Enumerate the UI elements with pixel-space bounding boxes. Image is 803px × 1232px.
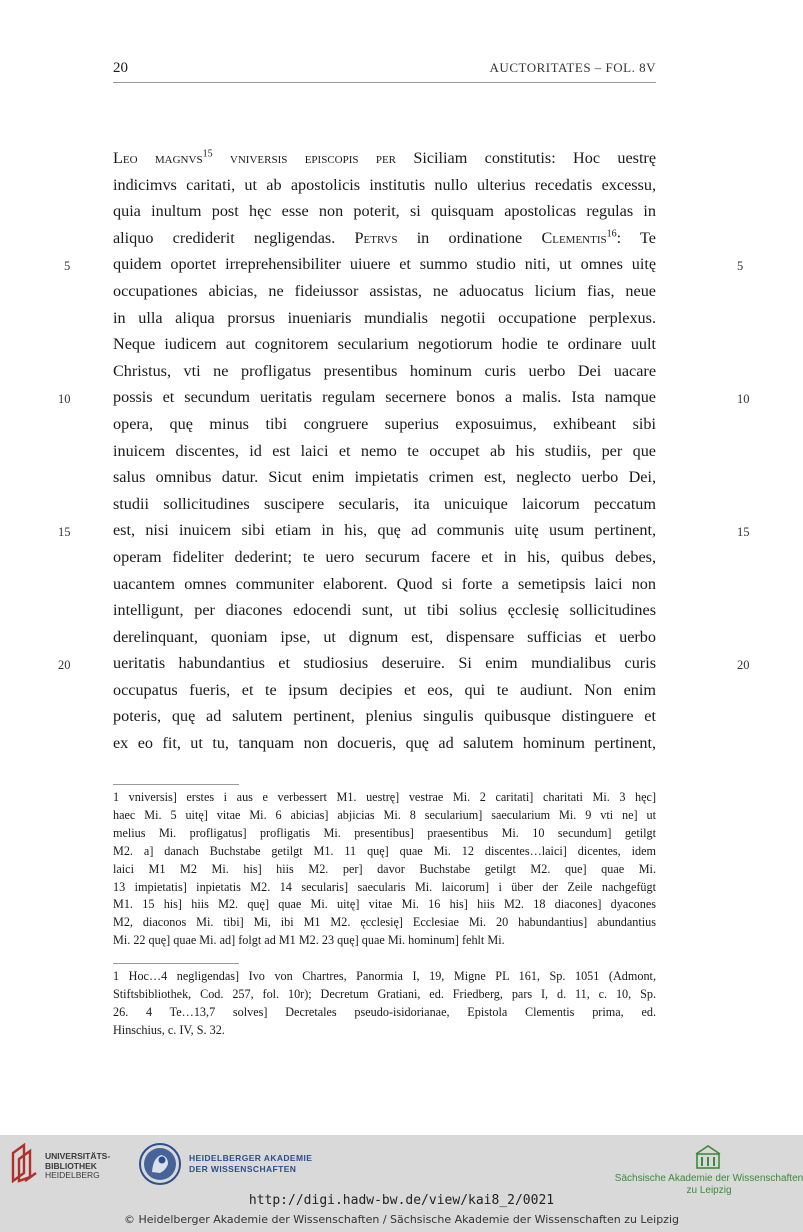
text-line: ex eo fit, ut tu, tanquam non docueris, quę ad salutem hominum pertinent, (113, 734, 656, 753)
text-line: indicimvs caritati, ut ab apostolicis institutis nullo ulterius recedatis excessu, (113, 175, 656, 194)
text-line: aliquo crediderit negligendas. Petrvs in ordinatione Clementis$^{16}$: Te (113, 228, 656, 247)
apparatus-line: M1. 15 his] hiis M2. quę] quae Mi. uitę] vitae Mi. 16 his] hiis M2. 18 diacones] dyacones (113, 897, 656, 912)
apparatus-line: 1 vniversis] erstes i aus e verbessert M1. uestrę] vestrae Mi. 2 caritati] charitati Mi. 3 hęc] (113, 790, 656, 804)
text-line: occupationes abicias, ne fideiussor assistas, ne aduocatus licium fias, neue (113, 281, 656, 300)
page-number: 20 (113, 60, 128, 76)
apparatus-line: 1 Hoc…4 negligendas] Ivo von Chartres, Panormia I, 19, Migne PL 161, Sp. 1051 (Admont, (113, 969, 656, 983)
text-line: occupatus fueris, et te ipsum decipies et eos, qui te audiunt. Non enim (113, 680, 656, 699)
apparatus-line: 26. 4 Te…13,7 solves] Decretales pseudo-isidorianae, Epistola Clementis prima, ed. (113, 1004, 656, 1019)
apparatus-line: M2, diaconos Mi. tibi] Mi, ibi M1 M2. ęcclesię] Ecclesiae Mi. 20 habundantius] abundantius (113, 915, 656, 930)
line-number-10: 10 (58, 392, 71, 406)
text-line: in ulla aliqua prorsus inueniaris mundialis negotii occupatione perplexus. (113, 308, 656, 327)
text-line: quidem oportet irreprehensibiliter uiuere et summo studio niti, ut omnes uitę (113, 255, 656, 274)
document-url-link[interactable]: http://digi.hadw-bw.de/view/kai8_2/0021 (248, 1193, 555, 1208)
text-line: salus omnibus datur. Sicut enim impietatis crimen est, neglecto uerbo Dei, (113, 468, 656, 487)
line-number-10-right: 10 (737, 392, 750, 406)
sources-separator (113, 963, 239, 964)
text-line: est, nisi inuicem sibi etiam in his, quę ad communis uitę usum pertinent, (113, 521, 656, 540)
saw-line-2: zu Leipzig (686, 1185, 732, 1196)
apparatus-line: Stiftsbibliothek, Cod. 257, fol. 10r); Decretum Gratiani, ed. Friedberg, pars I, d. 11, c. 10, Sp. (113, 986, 656, 1001)
ub-line-3: HEIDELBERG (45, 1170, 100, 1180)
text-line: derelinquant, quoniam ipse, ut dignum est, dispensare sufficias et uerbo (113, 627, 656, 646)
ub-line-2: BIBLIOTHEK (45, 1160, 97, 1171)
text-line: uacantem omnes communiter elaborent. Quod si forte a semetipsis laici non (113, 574, 656, 593)
line-number-5: 5 (64, 259, 71, 273)
line-number-5-right: 5 (737, 259, 744, 273)
text-line: opera, quę minus tibi congruere superius exposuimus, exhibeant sibi (113, 414, 656, 433)
text-line: quia inultum post hęc esse non poterit, si quisquam apostolicas regulas in (113, 202, 656, 221)
text-line: studii sollicitudines suscipere secularis, ita unicuique laicorum peccatum (113, 494, 656, 513)
running-title: AUCTORITATES – FOL. 8V (489, 60, 656, 75)
text-line: ueritatis habundantius et studiosius deseruire. Si enim mundialibus curis (113, 654, 656, 673)
apparatus-line: Mi. 22 quę] quae Mi. ad] folgt ad M1 M2. 23 quę] quae Mi. hominum] fehlt Mi. (113, 933, 505, 948)
apparatus-line: laici M1 M2 Mi. his] hiis M2. per] davor Buchstabe getilgt M2. que] quae Mi. (113, 861, 656, 876)
apparatus-separator (113, 784, 239, 785)
line-number-15: 15 (58, 525, 71, 539)
apparatus-line: Hinschius, c. IV, S. 32. (113, 1022, 225, 1037)
apparatus-line: 13 impietatis] inpietatis M2. 14 secularis] saecularis Mi. laicorum] i über der Zeile nachgefügt (113, 879, 656, 894)
university-library-name (45, 1152, 110, 1181)
main-text (113, 145, 656, 757)
saw-line-1: Sächsische Akademie der Wissenschaften (614, 1173, 803, 1184)
text-line: intelligunt, per diacones edocendi sunt, ut tibi solius ęcclesię sollicitudines (113, 601, 656, 620)
critical-apparatus (113, 789, 656, 950)
saxon-academy-building-icon (694, 1144, 722, 1170)
text-line: operam fideliter dederint; te uero securum facere et in his, quibus debes, (113, 547, 656, 566)
text-line: Neque iudicem aut cognitorem secularium negotiorum hodie te ordinare uult (113, 335, 656, 354)
text-line: inuicem discentes, id est laici et nemo te occupet ab his studiis, per que (113, 441, 656, 460)
text-line: poteris, quę ad salutem pertinent, plenius singulis quibusque distinguere et (113, 707, 656, 726)
hadw-line-2: DER WISSENSCHAFTEN (189, 1164, 297, 1174)
copyright-notice: © Heidelberger Akademie der Wissenschaften / Sächsische Akademie der Wissenschaften zu Leipzig (123, 1213, 679, 1226)
text-line: possis et secundum ueritatis regulam secernere bonos a malis. Ista namque (113, 388, 656, 407)
text-line: Leo magnvs$^{15}$ vniversis episcopis per Siciliam constitutis: Hoc uestrę (113, 148, 657, 167)
university-library-logo-icon (10, 1143, 40, 1183)
academy-name (189, 1153, 312, 1175)
apparatus-line: melius Mi. profligatus] profligatis Mi. presentibus] praesentibus Mi. 10 secundum] getilgt (113, 825, 656, 840)
ub-line-1: UNIVERSITÄTS- (45, 1151, 111, 1161)
hadw-line-1: HEIDELBERGER AKADEMIE (189, 1153, 313, 1163)
academy-seal-icon (138, 1142, 182, 1186)
text-line: Christus, vti ne profligatus presentibus hominum curis uerbo Dei uacare (113, 361, 656, 380)
apparatus-line: M2. a] danach Buchstabe getilgt M1. 11 quę] quae Mi. 12 discentes…laici] dicentes, idem (113, 843, 656, 858)
line-number-15-right: 15 (737, 525, 750, 539)
line-number-20: 20 (58, 658, 71, 672)
line-number-20-right: 20 (737, 658, 750, 672)
apparatus-line: haec Mi. 5 uitę] vitae Mi. 6 abicias] abjicias Mi. 8 secularium] saecularium Mi. 9 vti ne] ut (113, 807, 656, 822)
source-apparatus (113, 968, 656, 1040)
running-head (113, 60, 656, 83)
